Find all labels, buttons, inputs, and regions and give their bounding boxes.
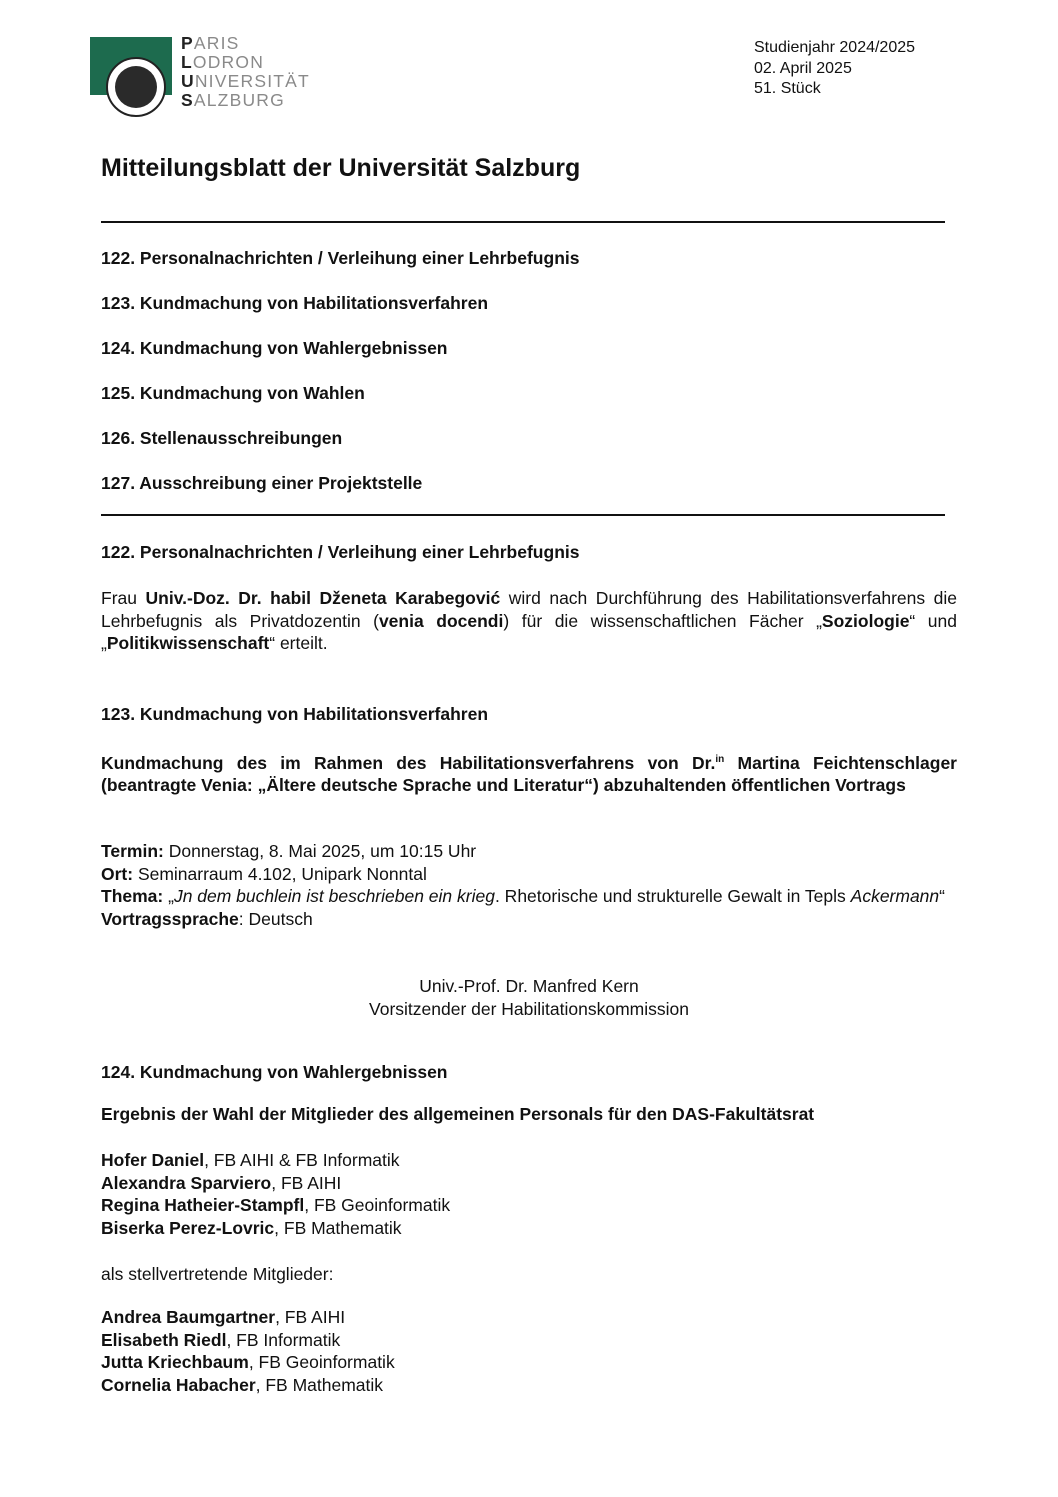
- logo-initial: U: [181, 71, 195, 91]
- superscript: in: [715, 754, 725, 765]
- issue-date: 02. April 2025: [754, 59, 852, 77]
- section-heading-124: 124. Kundmachung von Wahlergebnissen: [101, 1062, 448, 1082]
- section-124-subheading: Ergebnis der Wahl der Mitglieder des allgemeinen Personals für den DAS-Fakultätsrat: [101, 1104, 815, 1124]
- text: “ erteilt.: [269, 633, 328, 653]
- logo-word: NIVERSITÄT: [194, 71, 310, 91]
- section-123-subheading: [101, 749, 957, 797]
- section-heading-123: 123. Kundmachung von Habilitationsverfahren: [101, 704, 489, 724]
- text: wird nach Durchführung des Habilitationsverfahrens die Lehrbefugnis als Privatdozentin (: [101, 588, 957, 631]
- term: venia docendi: [378, 610, 504, 631]
- toc-item: 123. Kundmachung von Habilitationsverfahren: [101, 293, 489, 313]
- member-unit: , FB Geoinformatik: [248, 1352, 395, 1372]
- signatory-name: Univ.-Prof. Dr. Manfred Kern: [419, 976, 639, 996]
- member-name: Jutta Kriechbaum: [101, 1352, 249, 1372]
- toc-item: 126. Stellenausschreibungen: [101, 428, 343, 448]
- label: Ort:: [101, 863, 134, 884]
- logo-initial: P: [181, 33, 194, 53]
- date-value: Donnerstag, 8. Mai 2025, um 10:15 Uhr: [163, 841, 477, 861]
- label: Vortragssprache: [101, 908, 239, 929]
- text: Frau: [101, 588, 146, 608]
- toc-item: 124. Kundmachung von Wahlergebnissen: [101, 338, 448, 358]
- lion-emblem-icon: [106, 57, 166, 117]
- subject: Politikwissenschaft: [106, 633, 270, 653]
- issue-number: 51. Stück: [754, 80, 821, 97]
- list-item: [101, 1217, 450, 1240]
- member-name: Alexandra Sparviero: [101, 1172, 272, 1193]
- list-item: [101, 1149, 450, 1172]
- member-unit: , FB AIHI: [275, 1307, 346, 1327]
- list-item: [101, 1306, 395, 1329]
- text: ) für die wissenschaftlichen Fächer „: [503, 610, 822, 631]
- members-list: [101, 1149, 450, 1239]
- subject: Soziologie: [821, 610, 910, 631]
- logo-word: ALZBURG: [193, 90, 285, 110]
- toc-item: 122. Personalnachrichten / Verleihung einer Lehrbefugnis: [101, 248, 580, 268]
- list-item: [101, 1329, 395, 1352]
- member-name: Andrea Baumgartner: [101, 1307, 276, 1327]
- list-item: [101, 1351, 395, 1374]
- signatory-role: Vorsitzender der Habilitationskommission: [369, 998, 689, 1019]
- toc-item: 127. Ausschreibung einer Projektstelle: [101, 473, 423, 493]
- page-title: Mitteilungsblatt der Universität Salzburg: [101, 154, 581, 182]
- section-122-body: [101, 587, 957, 655]
- text: “: [939, 886, 945, 906]
- member-unit: , FB Geoinformatik: [304, 1195, 451, 1215]
- signature-block: [300, 975, 758, 1020]
- member-name: Biserka Perez-Lovric: [101, 1217, 275, 1238]
- university-logo: [90, 33, 330, 129]
- member-unit: , FB Informatik: [226, 1329, 341, 1350]
- member-name: Elisabeth Riedl: [101, 1329, 227, 1350]
- location-value: Seminarraum 4.102, Unipark Nonntal: [133, 863, 427, 884]
- person-name: Univ.-Doz. Dr. habil Dženeta Karabegović: [145, 588, 501, 608]
- list-item: [101, 1374, 395, 1397]
- member-unit: , FB Mathematik: [255, 1374, 384, 1395]
- text: “ und „: [101, 610, 958, 653]
- list-item: [101, 1172, 450, 1195]
- text: „: [163, 886, 174, 906]
- divider: [101, 221, 945, 223]
- logo-word: ARIS: [193, 33, 240, 53]
- academic-year: Studienjahr 2024/2025: [754, 39, 916, 56]
- divider: [101, 514, 945, 516]
- language-value: : Deutsch: [238, 908, 313, 929]
- text: . Rhetorische und strukturelle Gewalt in Tepls: [494, 886, 851, 906]
- text: Kundmachung des im Rahmen des Habilitationsverfahrens von Dr.: [101, 752, 716, 773]
- toc-item: 125. Kundmachung von Wahlen: [101, 383, 365, 403]
- lecture-details: [101, 840, 957, 930]
- logo-word: ODRON: [192, 52, 265, 72]
- logo-wordmark: [181, 34, 310, 110]
- issue-meta: [754, 38, 915, 100]
- member-name: Regina Hatheier-Stampfl: [101, 1195, 305, 1215]
- logo-initial: L: [181, 52, 193, 72]
- label: Termin:: [101, 841, 164, 861]
- list-item: [101, 1194, 450, 1217]
- text: Martina Feichtenschlager (beantragte Venia: „Ältere deutsche Sprache und Literatur“) abzuhaltenden öffentlichen Vortrags: [101, 752, 957, 796]
- member-unit: , FB AIHI & FB Informatik: [204, 1150, 400, 1170]
- logo-initial: S: [181, 90, 194, 110]
- label: Thema:: [101, 886, 164, 906]
- title-italic: Ackermann: [850, 886, 940, 906]
- member-name: Cornelia Habacher: [101, 1374, 256, 1395]
- title-italic: Jn dem buchlein ist beschrieben ein krieg: [173, 886, 495, 906]
- member-unit: , FB Mathematik: [274, 1217, 402, 1238]
- member-name: Hofer Daniel: [101, 1150, 205, 1170]
- member-unit: , FB AIHI: [271, 1172, 342, 1193]
- table-of-contents: [101, 248, 579, 518]
- deputies-label: als stellvertretende Mitglieder:: [101, 1264, 334, 1284]
- section-heading-122: 122. Personalnachrichten / Verleihung einer Lehrbefugnis: [101, 542, 580, 562]
- deputies-list: [101, 1306, 395, 1396]
